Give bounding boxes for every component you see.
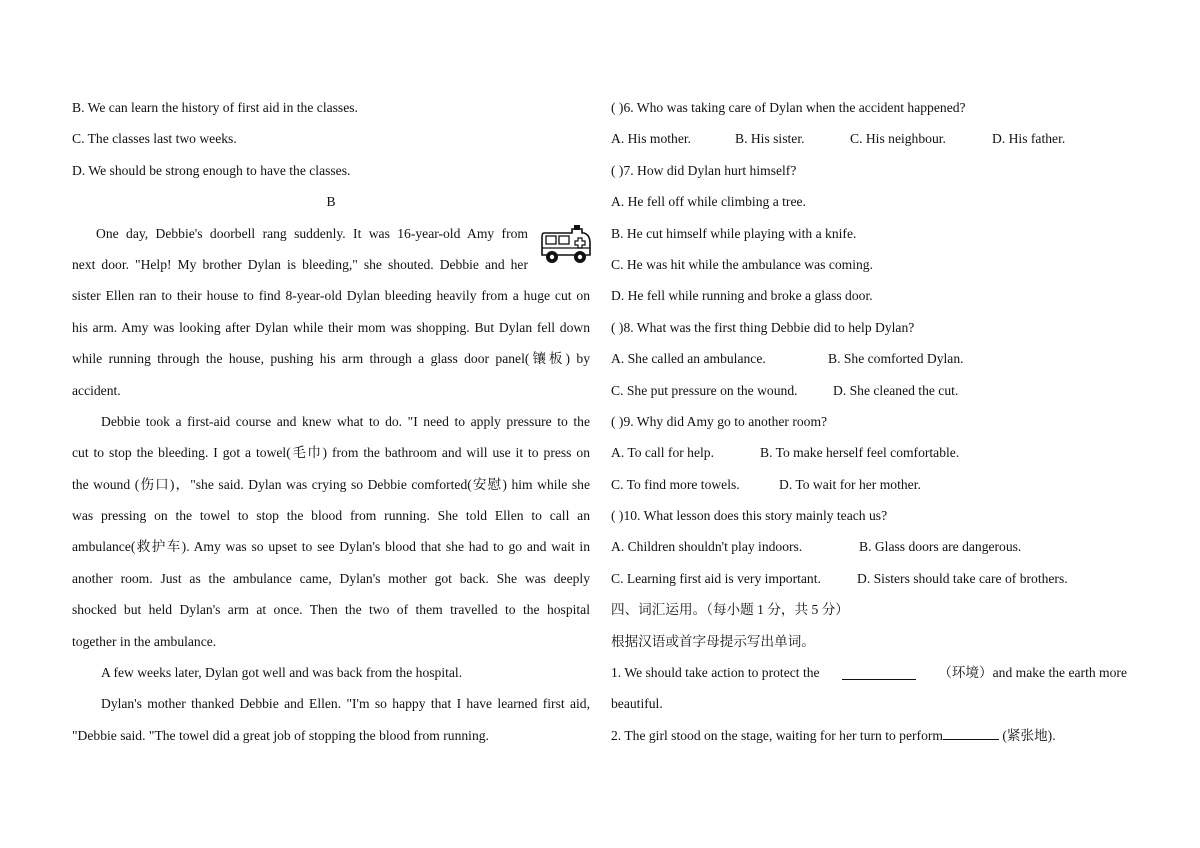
q7-option-b: B. He cut himself while playing with a knife. xyxy=(611,225,857,241)
passage-line: cut to stop the bleeding. I got a towel(毛巾) from the bathroom and will use it to press on xyxy=(72,445,590,461)
passage-line: his arm. Amy was looking after Dylan while their mom was shopping. But Dylan fell down xyxy=(72,319,590,335)
question-8-options-ab xyxy=(611,343,1127,374)
vocab-1-suffix: （环境）and make the earth more xyxy=(938,665,1127,681)
question-10: ( )10. What lesson does this story mainly teach us? xyxy=(611,508,888,524)
q9-option-c: C. To find more towels. xyxy=(611,476,740,492)
question-9: ( )9. Why did Amy go to another room? xyxy=(611,413,828,429)
passage-line: One day, Debbie's doorbell rang suddenly. It was 16-year-old Amy from xyxy=(96,225,528,241)
option-line: D. We should be strong enough to have the classes. xyxy=(72,162,351,178)
q8-option-d: D. She cleaned the cut. xyxy=(833,382,959,398)
vocab-item-2 xyxy=(611,720,1127,751)
q10-option-a: A. Children shouldn't play indoors. xyxy=(611,539,803,555)
question-8-options-cd xyxy=(611,375,1127,406)
q6-option-a: A. His mother. xyxy=(611,131,692,147)
q9-option-d: D. To wait for her mother. xyxy=(779,476,921,492)
ambulance-icon xyxy=(538,223,592,267)
question-8: ( )8. What was the first thing Debbie did to help Dylan? xyxy=(611,319,915,335)
vocab-1-prefix: 1. We should take action to protect the xyxy=(611,665,820,681)
question-10-options-ab xyxy=(611,531,1127,562)
q8-option-b: B. She comforted Dylan. xyxy=(828,351,964,367)
q6-option-d: D. His father. xyxy=(992,131,1066,147)
vocab-2-prefix: 2. The girl stood on the stage, waiting for her turn to perform xyxy=(611,727,943,743)
section-4-instructions: 根据汉语或首字母提示写出单词。 xyxy=(611,633,815,649)
passage-line: another room. Just as the ambulance came, Dylan's mother got back. She was deeply xyxy=(72,570,590,586)
q8-option-a: A. She called an ambulance. xyxy=(611,351,766,367)
question-10-options-cd xyxy=(611,563,1127,594)
passage-line: shocked but held Dylan's arm at once. Then the two of them travelled to the hospital xyxy=(72,602,590,618)
q9-option-b: B. To make herself feel comfortable. xyxy=(760,445,960,461)
section-heading: B xyxy=(326,194,336,210)
vocab-1-continuation: beautiful. xyxy=(611,696,663,712)
vocab-1-blank[interactable] xyxy=(842,666,916,680)
passage-line: Debbie took a first-aid course and knew what to do. "I need to apply pressure to the xyxy=(101,413,590,429)
passage-line: sister Ellen ran to their house to find 8-year-old Dylan bleeding heavily from a huge cut on xyxy=(72,288,590,304)
q10-option-c: C. Learning first aid is very important. xyxy=(611,570,821,586)
q10-option-b: B. Glass doors are dangerous. xyxy=(859,539,1022,555)
right-column xyxy=(611,92,1127,751)
option-line: C. The classes last two weeks. xyxy=(72,131,237,147)
question-9-options-ab xyxy=(611,437,1127,468)
q7-option-d: D. He fell while running and broke a glass door. xyxy=(611,288,873,304)
passage-line: while running through the house, pushing his arm through a glass door panel(镶板) by xyxy=(72,351,590,367)
question-7: ( )7. How did Dylan hurt himself? xyxy=(611,162,797,178)
q10-option-d: D. Sisters should take care of brothers. xyxy=(857,570,1068,586)
passage-line: was pressing on the towel to stop the blood from running. She told Ellen to call an xyxy=(72,508,590,524)
q7-option-c: C. He was hit while the ambulance was coming. xyxy=(611,256,873,272)
passage-line: Dylan's mother thanked Debbie and Ellen. "I'm so happy that I have learned first aid, xyxy=(101,696,590,712)
q7-option-a: A. He fell off while climbing a tree. xyxy=(611,194,806,210)
section-4-heading: 四、词汇运用。（每小题 1 分，共 5 分） xyxy=(611,602,849,618)
q9-option-a: A. To call for help. xyxy=(611,445,714,461)
left-column xyxy=(72,92,590,751)
option-line: B. We can learn the history of first aid in the classes. xyxy=(72,100,358,115)
q8-option-c: C. She put pressure on the wound. xyxy=(611,382,798,398)
question-9-options-cd xyxy=(611,469,1127,500)
q6-option-c: C. His neighbour. xyxy=(850,131,946,147)
passage-line: next door. "Help! My brother Dylan is bleeding," she shouted. Debbie and her xyxy=(72,256,528,272)
vocab-2-blank[interactable] xyxy=(943,726,999,740)
question-6-options xyxy=(611,123,1127,154)
passage-line: "Debbie said. "The towel did a great job of stopping the blood from running. xyxy=(72,727,489,743)
passage-line: the wound (伤口)，"she said. Dylan was crying so Debbie comforted(安慰) him while she xyxy=(72,476,590,492)
passage-line: A few weeks later, Dylan got well and was back from the hospital. xyxy=(101,665,463,681)
vocab-item-1 xyxy=(611,657,1127,688)
passage-line: together in the ambulance. xyxy=(72,633,217,649)
q6-option-b: B. His sister. xyxy=(735,131,805,147)
vocab-2-suffix: (紧张地). xyxy=(998,727,1056,743)
passage-line: accident. xyxy=(72,382,121,398)
passage-line: ambulance(救护车). Amy was so upset to see Dylan's blood that she had to go and wait in xyxy=(72,539,590,555)
question-6: ( )6. Who was taking care of Dylan when the accident happened? xyxy=(611,100,966,115)
